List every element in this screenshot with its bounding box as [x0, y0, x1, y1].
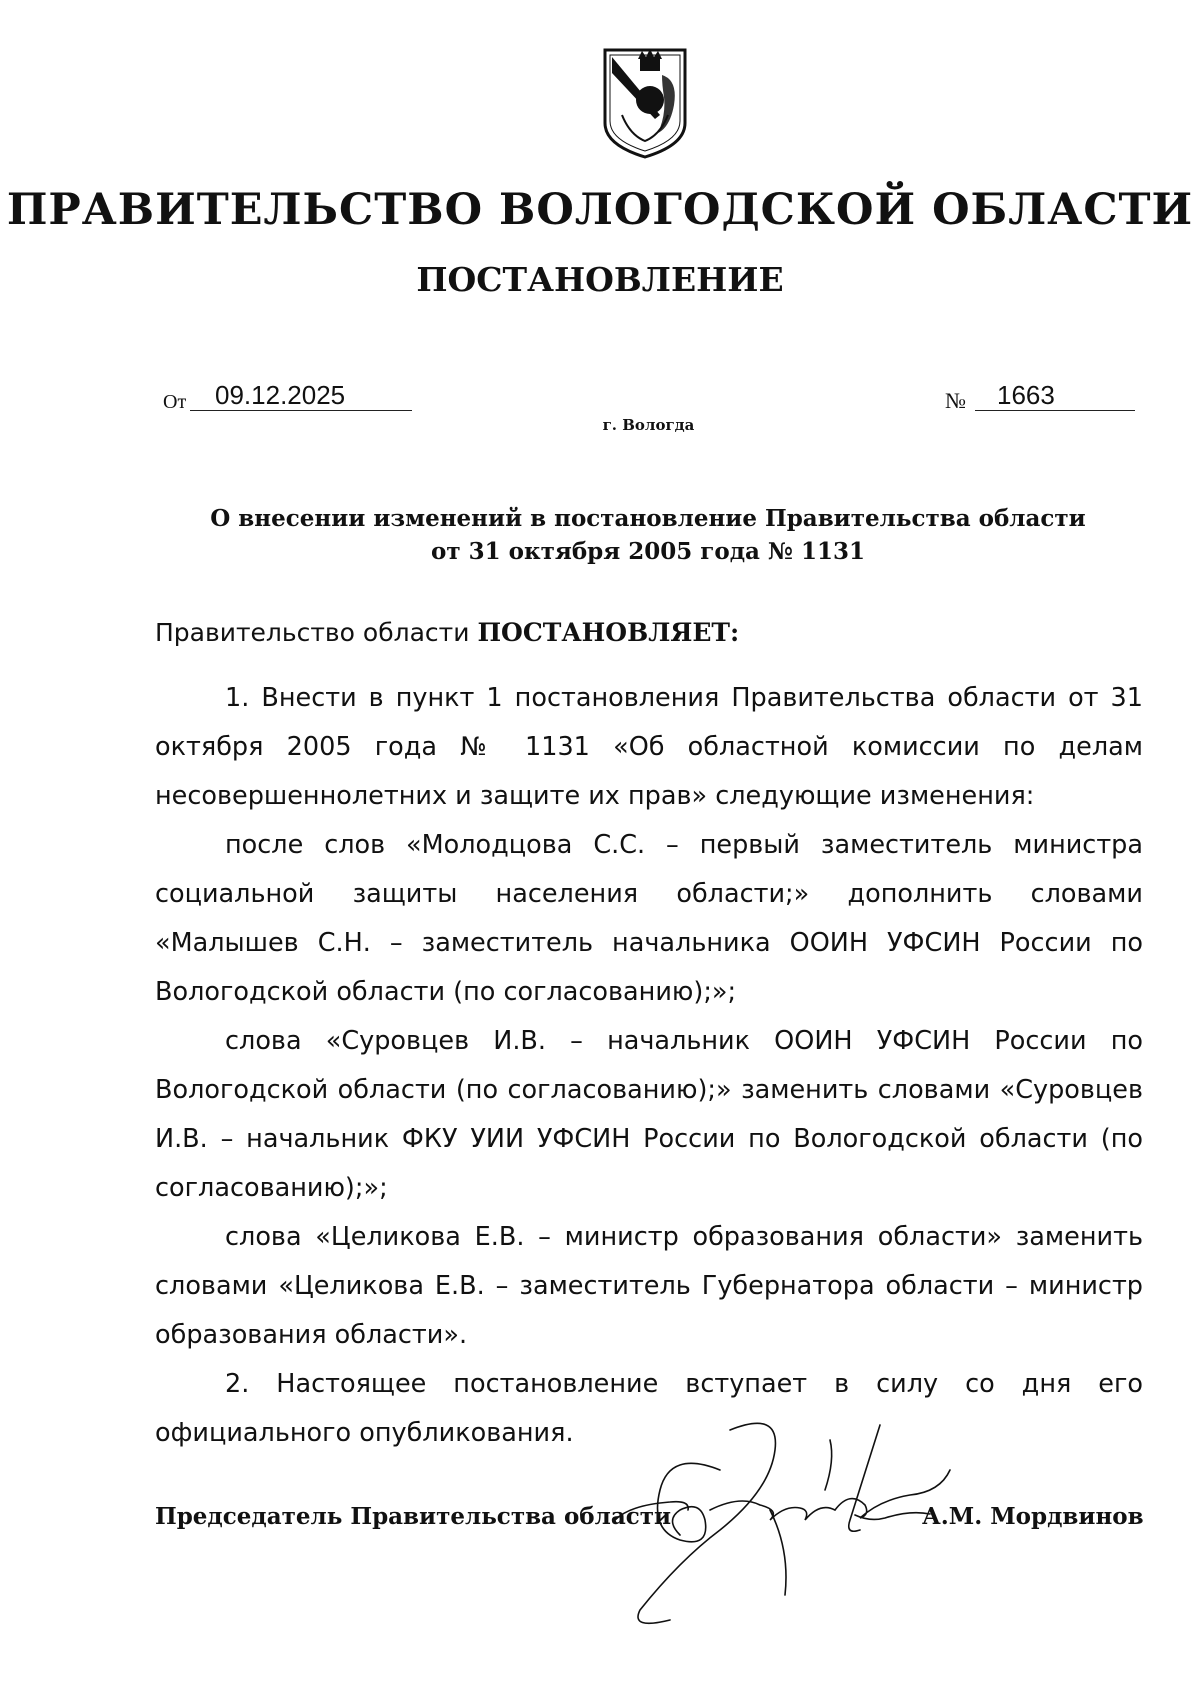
- paragraph-2: после слов «Молодцова С.С. – первый заместитель министра социальной защиты населения области;» дополнить словами «Малышев С.Н. – заместитель начальника ООИН УФСИН России по Вологодской области (по согласованию);»;: [155, 830, 1143, 1007]
- date-prefix-label: От: [163, 391, 187, 413]
- document-date: 09.12.2025: [190, 380, 412, 411]
- number-prefix-label: №: [945, 388, 966, 413]
- paragraph-1: 1. Внести в пункт 1 постановления Правительства области от 31 октября 2005 года № 1131 «Об областной комиссии по делам несовершеннолетних и защите их прав» следующие изменения:: [155, 683, 1143, 811]
- preamble-emphasis: ПОСТАНОВЛЯЕТ:: [477, 618, 740, 647]
- signatory-name: А.М. Мордвинов: [922, 1503, 1144, 1530]
- document-type-heading: ПОСТАНОВЛЕНИЕ: [416, 260, 784, 299]
- preamble: [155, 608, 1143, 657]
- paragraph-4: слова «Целикова Е.В. – министр образования области» заменить словами «Целикова Е.В. – заместитель Губернатора области – министр образования области».: [155, 1222, 1143, 1350]
- signatory-title: Председатель Правительства области: [155, 1503, 672, 1530]
- subject-line-1: О внесении изменений в постановление Правительства области: [210, 505, 1086, 532]
- document-body: [155, 674, 1143, 1458]
- subject-line-2: от 31 октября 2005 года № 1131: [431, 538, 865, 565]
- paragraph-3: слова «Суровцев И.В. – начальник ООИН УФСИН России по Вологодской области (по согласованию);» заменить словами «Суровцев И.В. – начальник ФКУ УИИ УФСИН России по Вологодской области (по согласованию);»;: [155, 1026, 1143, 1203]
- document-number: 1663: [975, 380, 1135, 411]
- document-subject: [150, 502, 1146, 568]
- government-title: ПРАВИТЕЛЬСТВО ВОЛОГОДСКОЙ ОБЛАСТИ: [6, 185, 1194, 235]
- preamble-text: Правительство области: [155, 618, 478, 647]
- coat-of-arms-emblem: [600, 45, 690, 160]
- handwritten-signature: [610, 1410, 960, 1650]
- paragraph-5: 2. Настоящее постановление вступает в силу со дня его официального опубликования.: [155, 1369, 1143, 1448]
- city-label: г. Вологда: [602, 416, 695, 434]
